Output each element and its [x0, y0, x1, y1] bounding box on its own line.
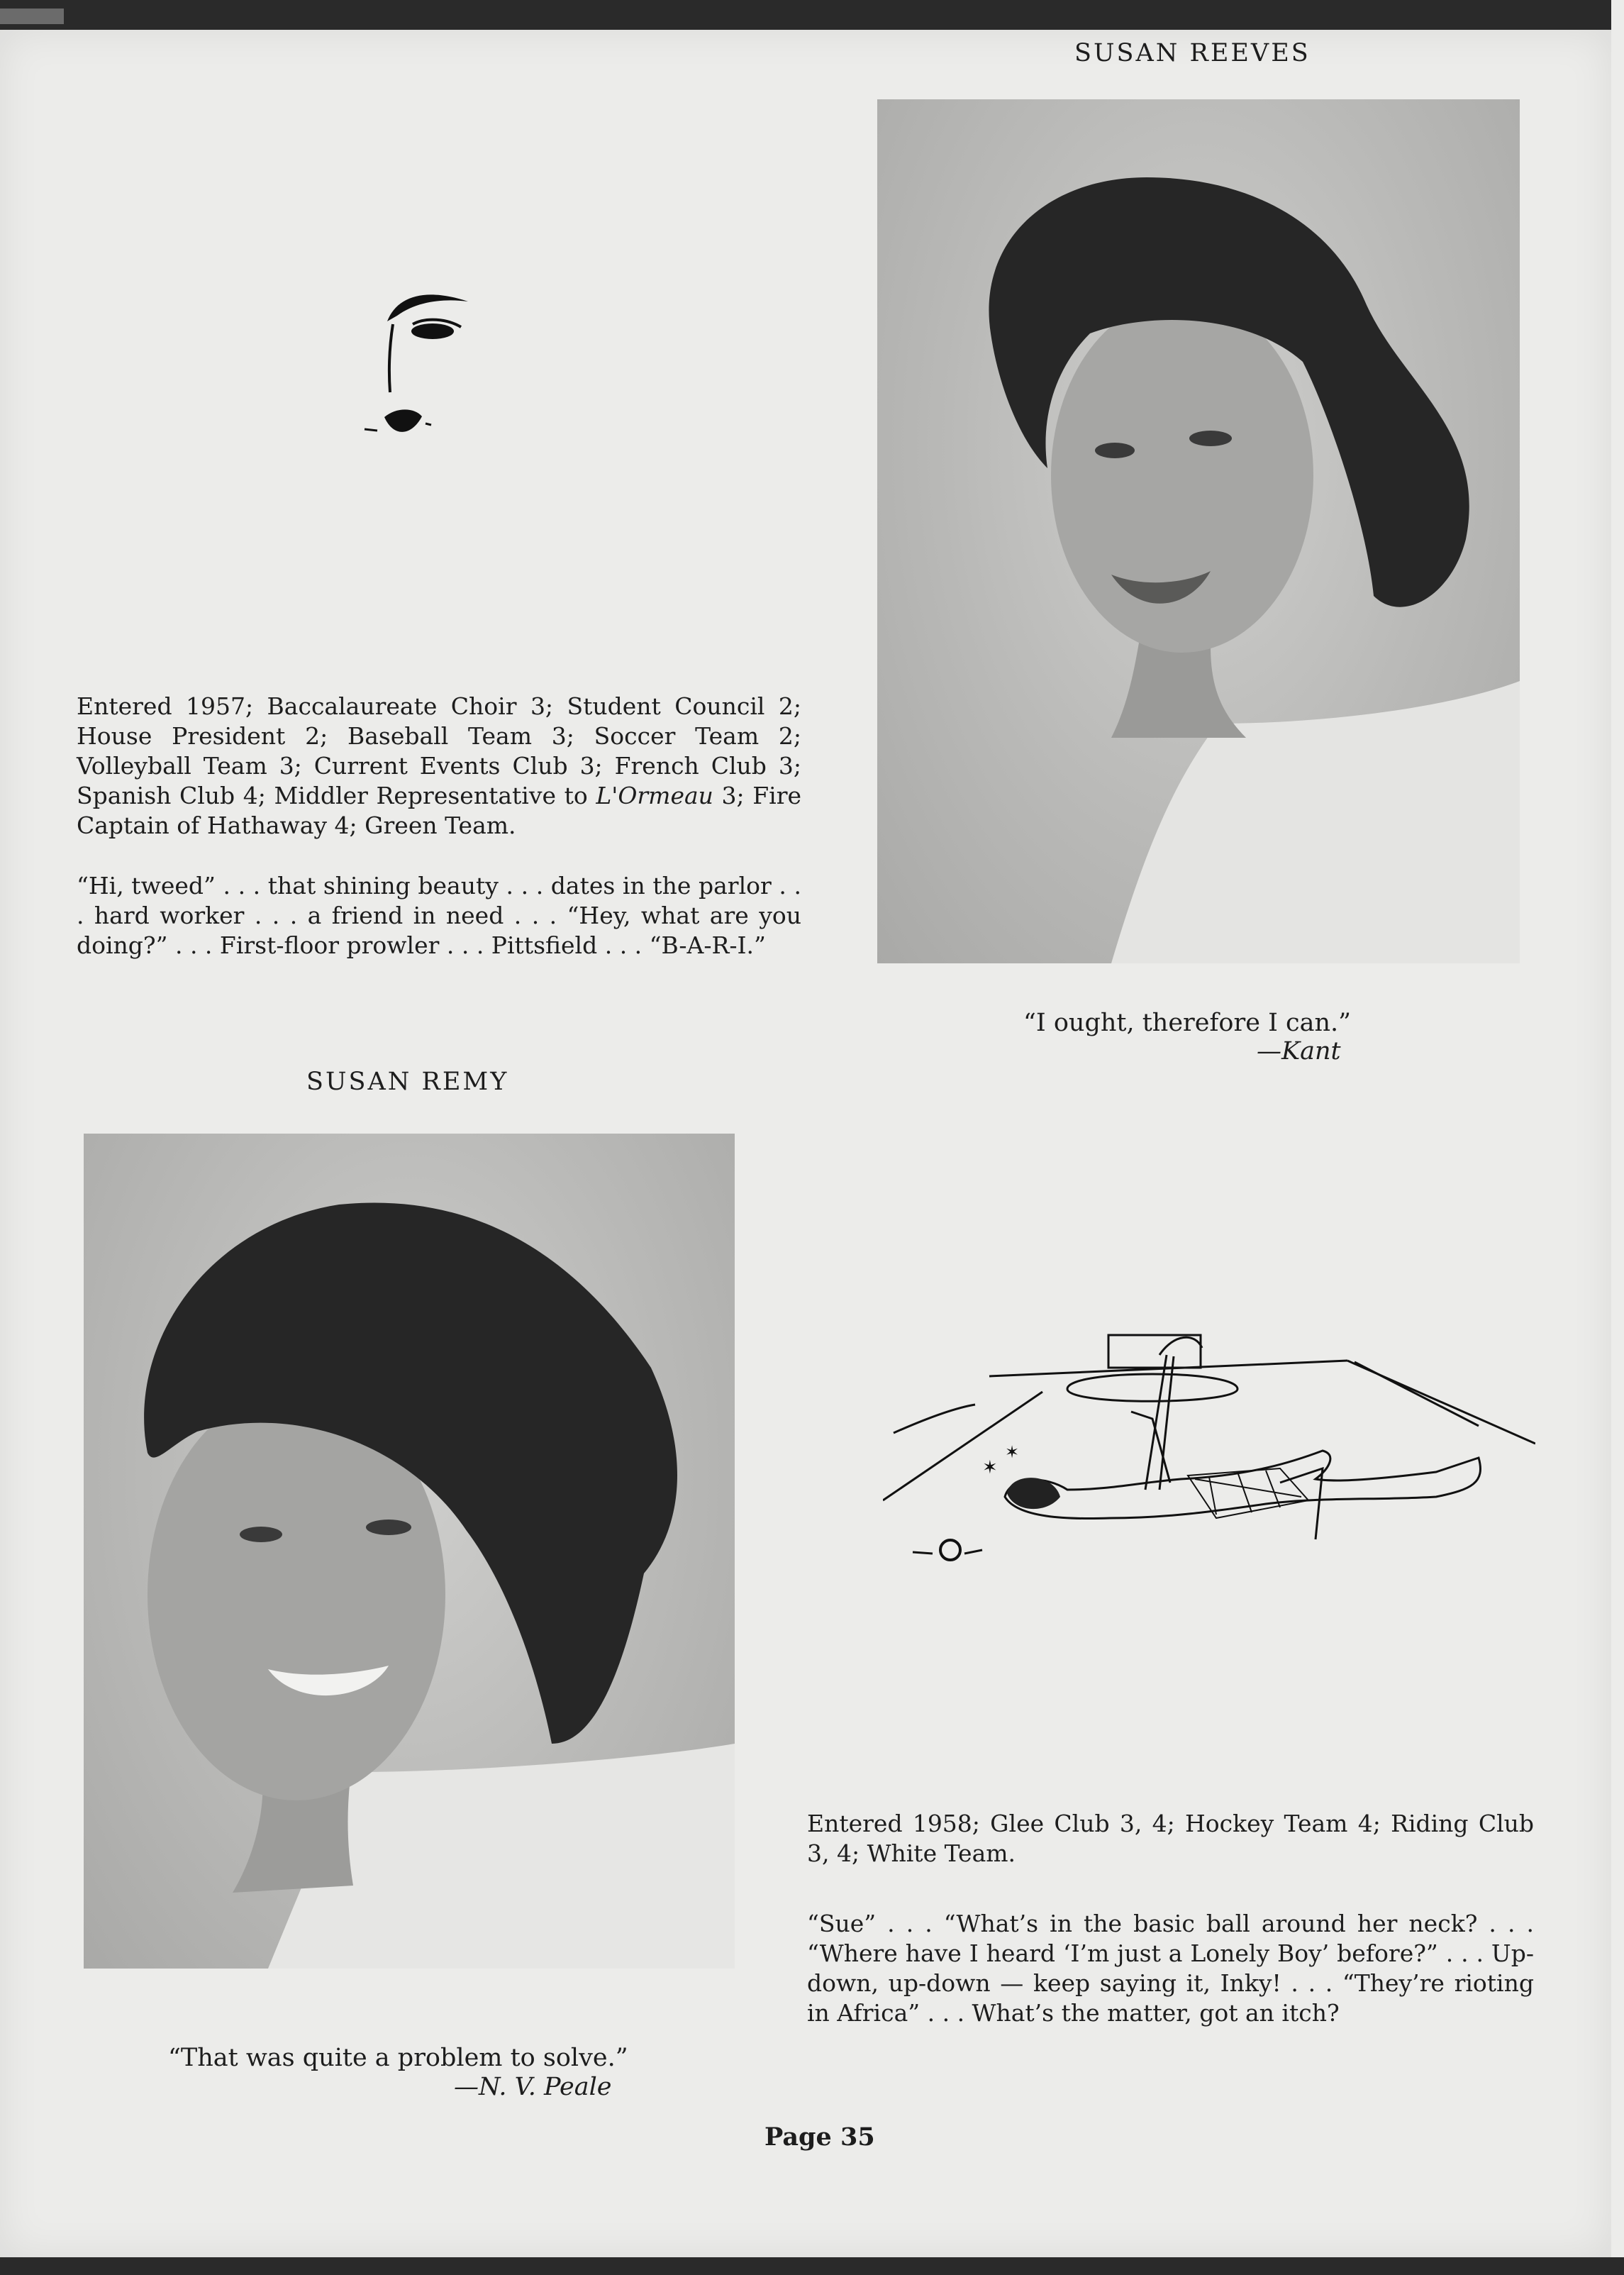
- bio-text-reeves: Entered 1957; Baccalaureate Choir 3; Student Council 2; House President 2; Baseball Team 3; Soccer Team 2; Volleyball Team 3; Current Events Club 3; French Club 3; Spanish Club 4; Middler Representative to: [77, 692, 801, 809]
- page-number: Page 35: [764, 2122, 875, 2152]
- student-name-remy: SUSAN REMY: [306, 1068, 509, 1096]
- scan-border-top: [0, 0, 1624, 31]
- page-edge: [1611, 0, 1624, 2275]
- svg-text:✶: ✶: [982, 1457, 998, 1478]
- bio-text-reeves-end: 3; Fire Captain of Hathaway 4; Green Team.: [77, 782, 801, 839]
- face-sketch-illustration: [333, 280, 482, 465]
- bio-activities-reeves: [77, 692, 801, 841]
- bio-remarks-remy: “Sue” . . . “What’s in the basic ball around her neck? . . . “Where have I heard ‘I’m just a Lonely Boy’ before?” . . . Up-down, up-down — keep saying it, Inky! . . . “They’re rioting in Africa” . . . What’s the matter, got an itch?: [807, 1910, 1534, 2027]
- quote-reeves: “I ought, therefore I can.”: [1023, 1009, 1352, 1037]
- portrait-figure-reeves: [877, 99, 1520, 963]
- bio-italic-reeves: L'Ormeau: [596, 782, 713, 809]
- hockey-field-sketch: [883, 1327, 1535, 1582]
- quote-attribution-remy: —N. V. Peale: [454, 2073, 612, 2101]
- bio-remarks-reeves: “Hi, tweed” . . . that shining beauty . . . dates in the parlor . . . hard worker . . . a friend in need . . . “Hey, what are you doing?” . . . First-floor prowler . . . Pittsfield . . . “B-A-R-I.”: [77, 872, 801, 959]
- bio-activities-remy: Entered 1958; Glee Club 3, 4; Hockey Team 4; Riding Club 3, 4; White Team.: [807, 1810, 1534, 1867]
- quote-remy: “That was quite a problem to solve.”: [168, 2044, 628, 2072]
- scan-border-bottom: [0, 2257, 1624, 2275]
- student-name-reeves: SUSAN REEVES: [1074, 39, 1311, 67]
- quote-attribution-reeves: —Kant: [1257, 1037, 1341, 1065]
- svg-text:✶: ✶: [1005, 1442, 1020, 1462]
- scan-corner-tab: [0, 9, 64, 24]
- portrait-figure-remy: [84, 1134, 735, 1969]
- portrait-photo-remy: [84, 1134, 735, 1969]
- portrait-photo-reeves: [877, 99, 1520, 963]
